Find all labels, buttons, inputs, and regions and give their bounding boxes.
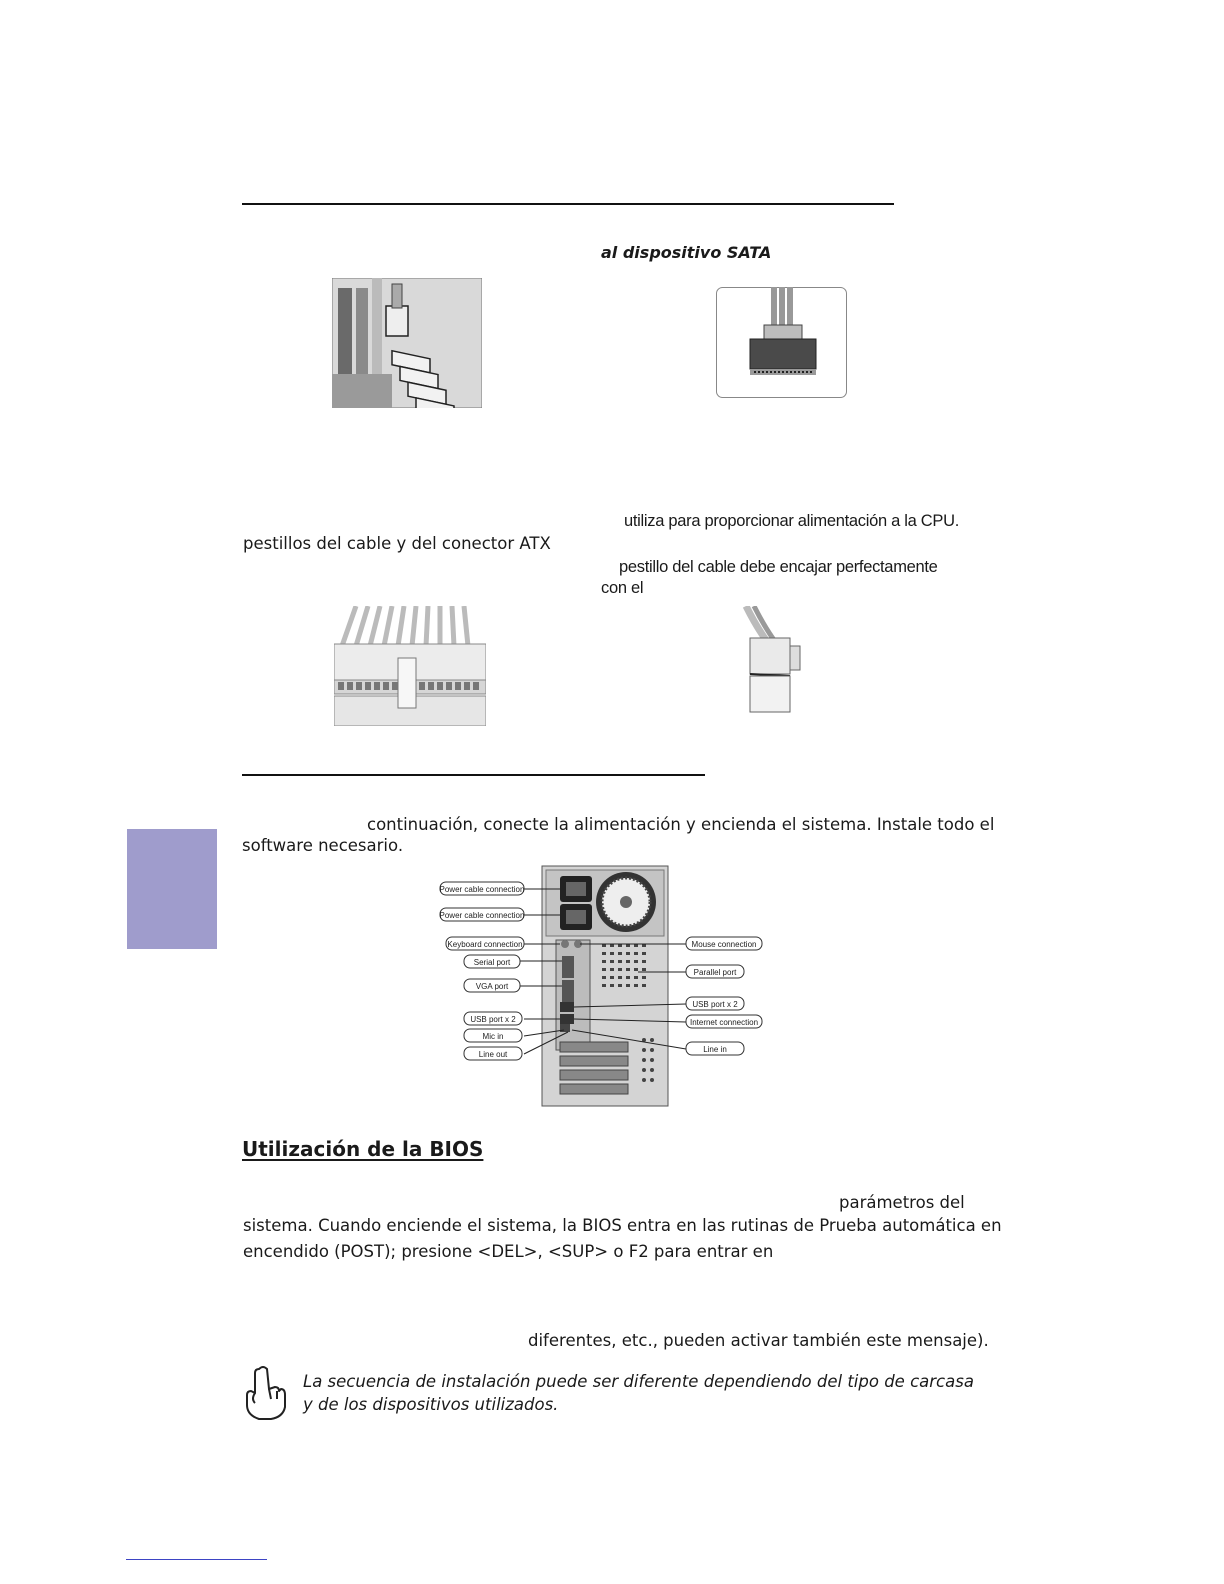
atx-text-line2: pestillos del cable y del conector ATX	[243, 534, 551, 553]
bios-text-line1: parámetros del	[839, 1193, 965, 1212]
atx-text-line3: pestillo del cable debe encajar perfectamente	[619, 558, 938, 576]
atx-text-line4: con el	[601, 579, 644, 597]
label-line-out: Line out	[478, 1050, 508, 1059]
section-rule-middle	[242, 774, 705, 776]
label-line-in: Line in	[703, 1045, 727, 1054]
sata-caption: al dispositivo SATA	[601, 243, 772, 262]
label-mouse: Mouse connection	[691, 940, 757, 949]
pointing-hand-icon	[241, 1365, 289, 1421]
label-usb-left: USB port x 2	[470, 1015, 516, 1024]
note-line1: La secuencia de instalación puede ser diferente dependiendo del tipo de carcasa	[303, 1372, 974, 1391]
cpu-power-connector-image	[738, 606, 810, 718]
connect-text-line1: continuación, conecte la alimentación y encienda el sistema. Instale todo el	[367, 815, 995, 834]
label-power-cable-2: Power cable connection	[439, 911, 525, 920]
label-mic-in: Mic in	[482, 1032, 504, 1041]
sata-motherboard-image	[332, 278, 482, 408]
side-tab	[127, 829, 217, 949]
bios-text-line4: diferentes, etc., pueden activar también este mensaje).	[528, 1331, 989, 1350]
connect-text-line2: software necesario.	[242, 836, 404, 855]
label-usb-right: USB port x 2	[692, 1000, 738, 1009]
atx-text-line1: utiliza para proporcionar alimentación a la CPU.	[624, 512, 960, 530]
label-vga-port: VGA port	[475, 982, 509, 991]
footer-line	[126, 1559, 267, 1560]
section-rule-top	[242, 203, 894, 205]
label-serial-port: Serial port	[473, 958, 511, 967]
rear-panel-diagram	[438, 864, 764, 1108]
atx-connector-image	[334, 606, 486, 726]
label-internet: Internet connection	[689, 1018, 759, 1027]
label-power-cable-1: Power cable connection	[439, 885, 525, 894]
bios-heading: Utilización de la BIOS	[242, 1137, 484, 1161]
sata-cable-image	[716, 287, 847, 398]
label-parallel-port: Parallel port	[693, 968, 737, 977]
bios-text-line3: encendido (POST); presione <DEL>, <SUP> o F2 para entrar en	[243, 1242, 774, 1261]
label-keyboard: Keyboard connection	[447, 940, 523, 949]
bios-text-line2: sistema. Cuando enciende el sistema, la BIOS entra en las rutinas de Prueba automática en	[243, 1216, 1002, 1235]
note-line2: y de los dispositivos utilizados.	[303, 1395, 559, 1414]
